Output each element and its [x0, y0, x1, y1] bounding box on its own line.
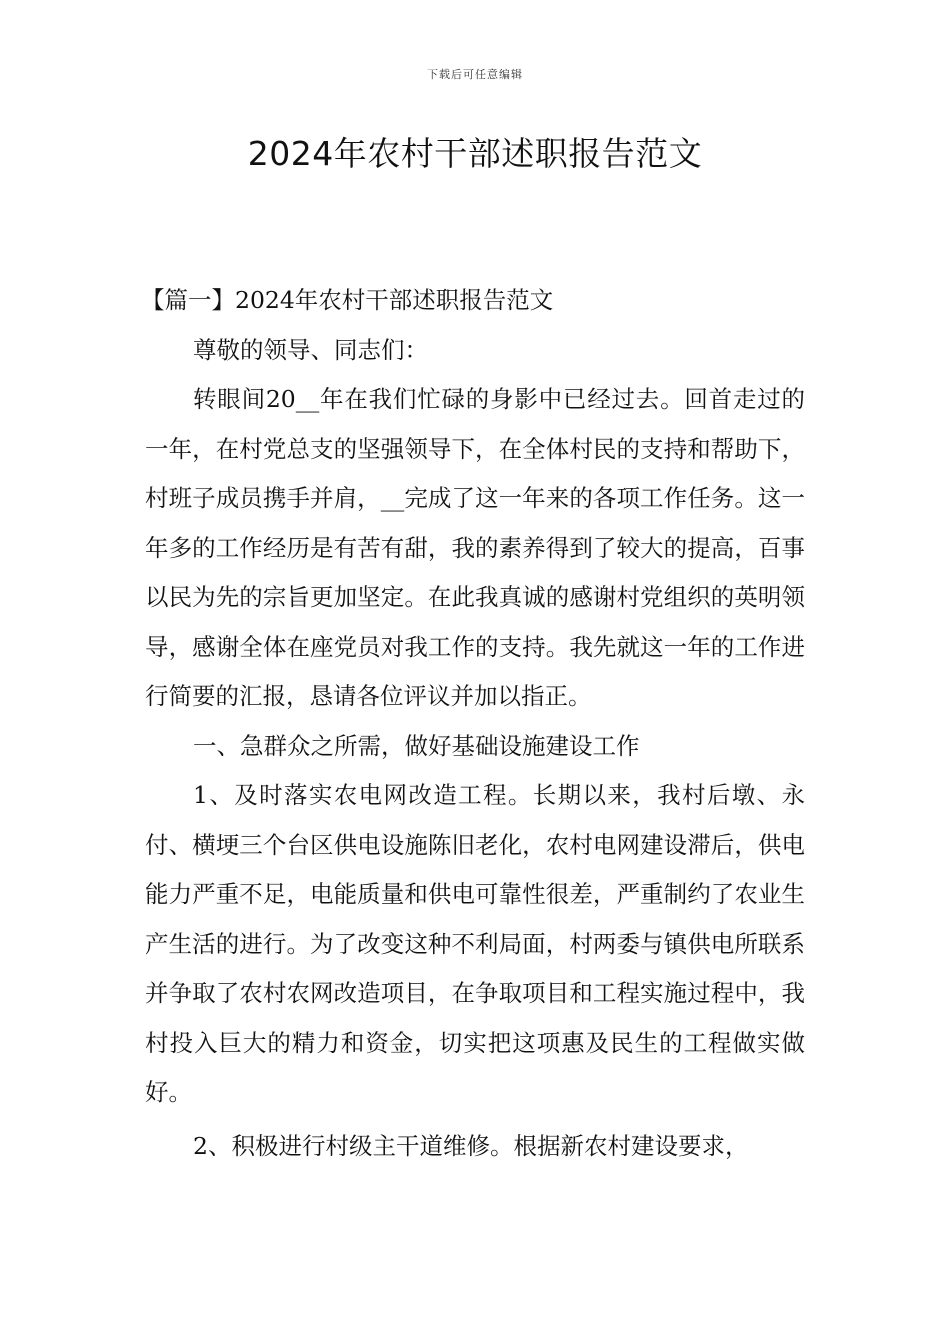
section-heading: 【篇一】2024年农村干部述职报告范文 — [141, 286, 554, 314]
document-body — [141, 276, 805, 1171]
paragraph-intro: 转眼间20__年在我们忙碌的身影中已经过去。回首走过的一年，在村党总支的坚强领导下，在全体村民的支持和帮助下，村班子成员携手并肩，__完成了这一年来的各项工作任务。这一年多的工作经历是有苦有甜，我的素养得到了较大的提高，百事以民为先的宗旨更加坚定。在此我真诚的感谢村党组织的英明领导，感谢全体在座党员对我工作的支持。我先就这一年的工作进行简要的汇报，恳请各位评议并加以指正。 — [145, 385, 805, 710]
paragraph-item-2: 2、积极进行村级主干道维修。根据新农村建设要求， — [193, 1131, 749, 1160]
subheading-infrastructure: 一、急群众之所需，做好基础设施建设工作 — [193, 731, 640, 760]
header-note: 下载后可任意编辑 — [427, 68, 523, 81]
paragraph-item-1: 1、及时落实农电网改造工程。长期以来，我村后墩、永付、横埂三个台区供电设施陈旧老化，农村电网建设滞后，供电能力严重不足，电能质量和供电可靠性很差，严重制约了农业生产生活的进行。为了改变这种不利局面，村两委与镇供电所联系并争取了农村农网改造项目，在争取项目和工程实施过程中，我村投入巨大的精力和资金，切实把这项惠及民生的工程做实做好。 — [145, 781, 805, 1106]
document-title: 2024年农村干部述职报告范文 — [247, 134, 703, 173]
salutation: 尊敬的领导、同志们： — [193, 335, 428, 364]
